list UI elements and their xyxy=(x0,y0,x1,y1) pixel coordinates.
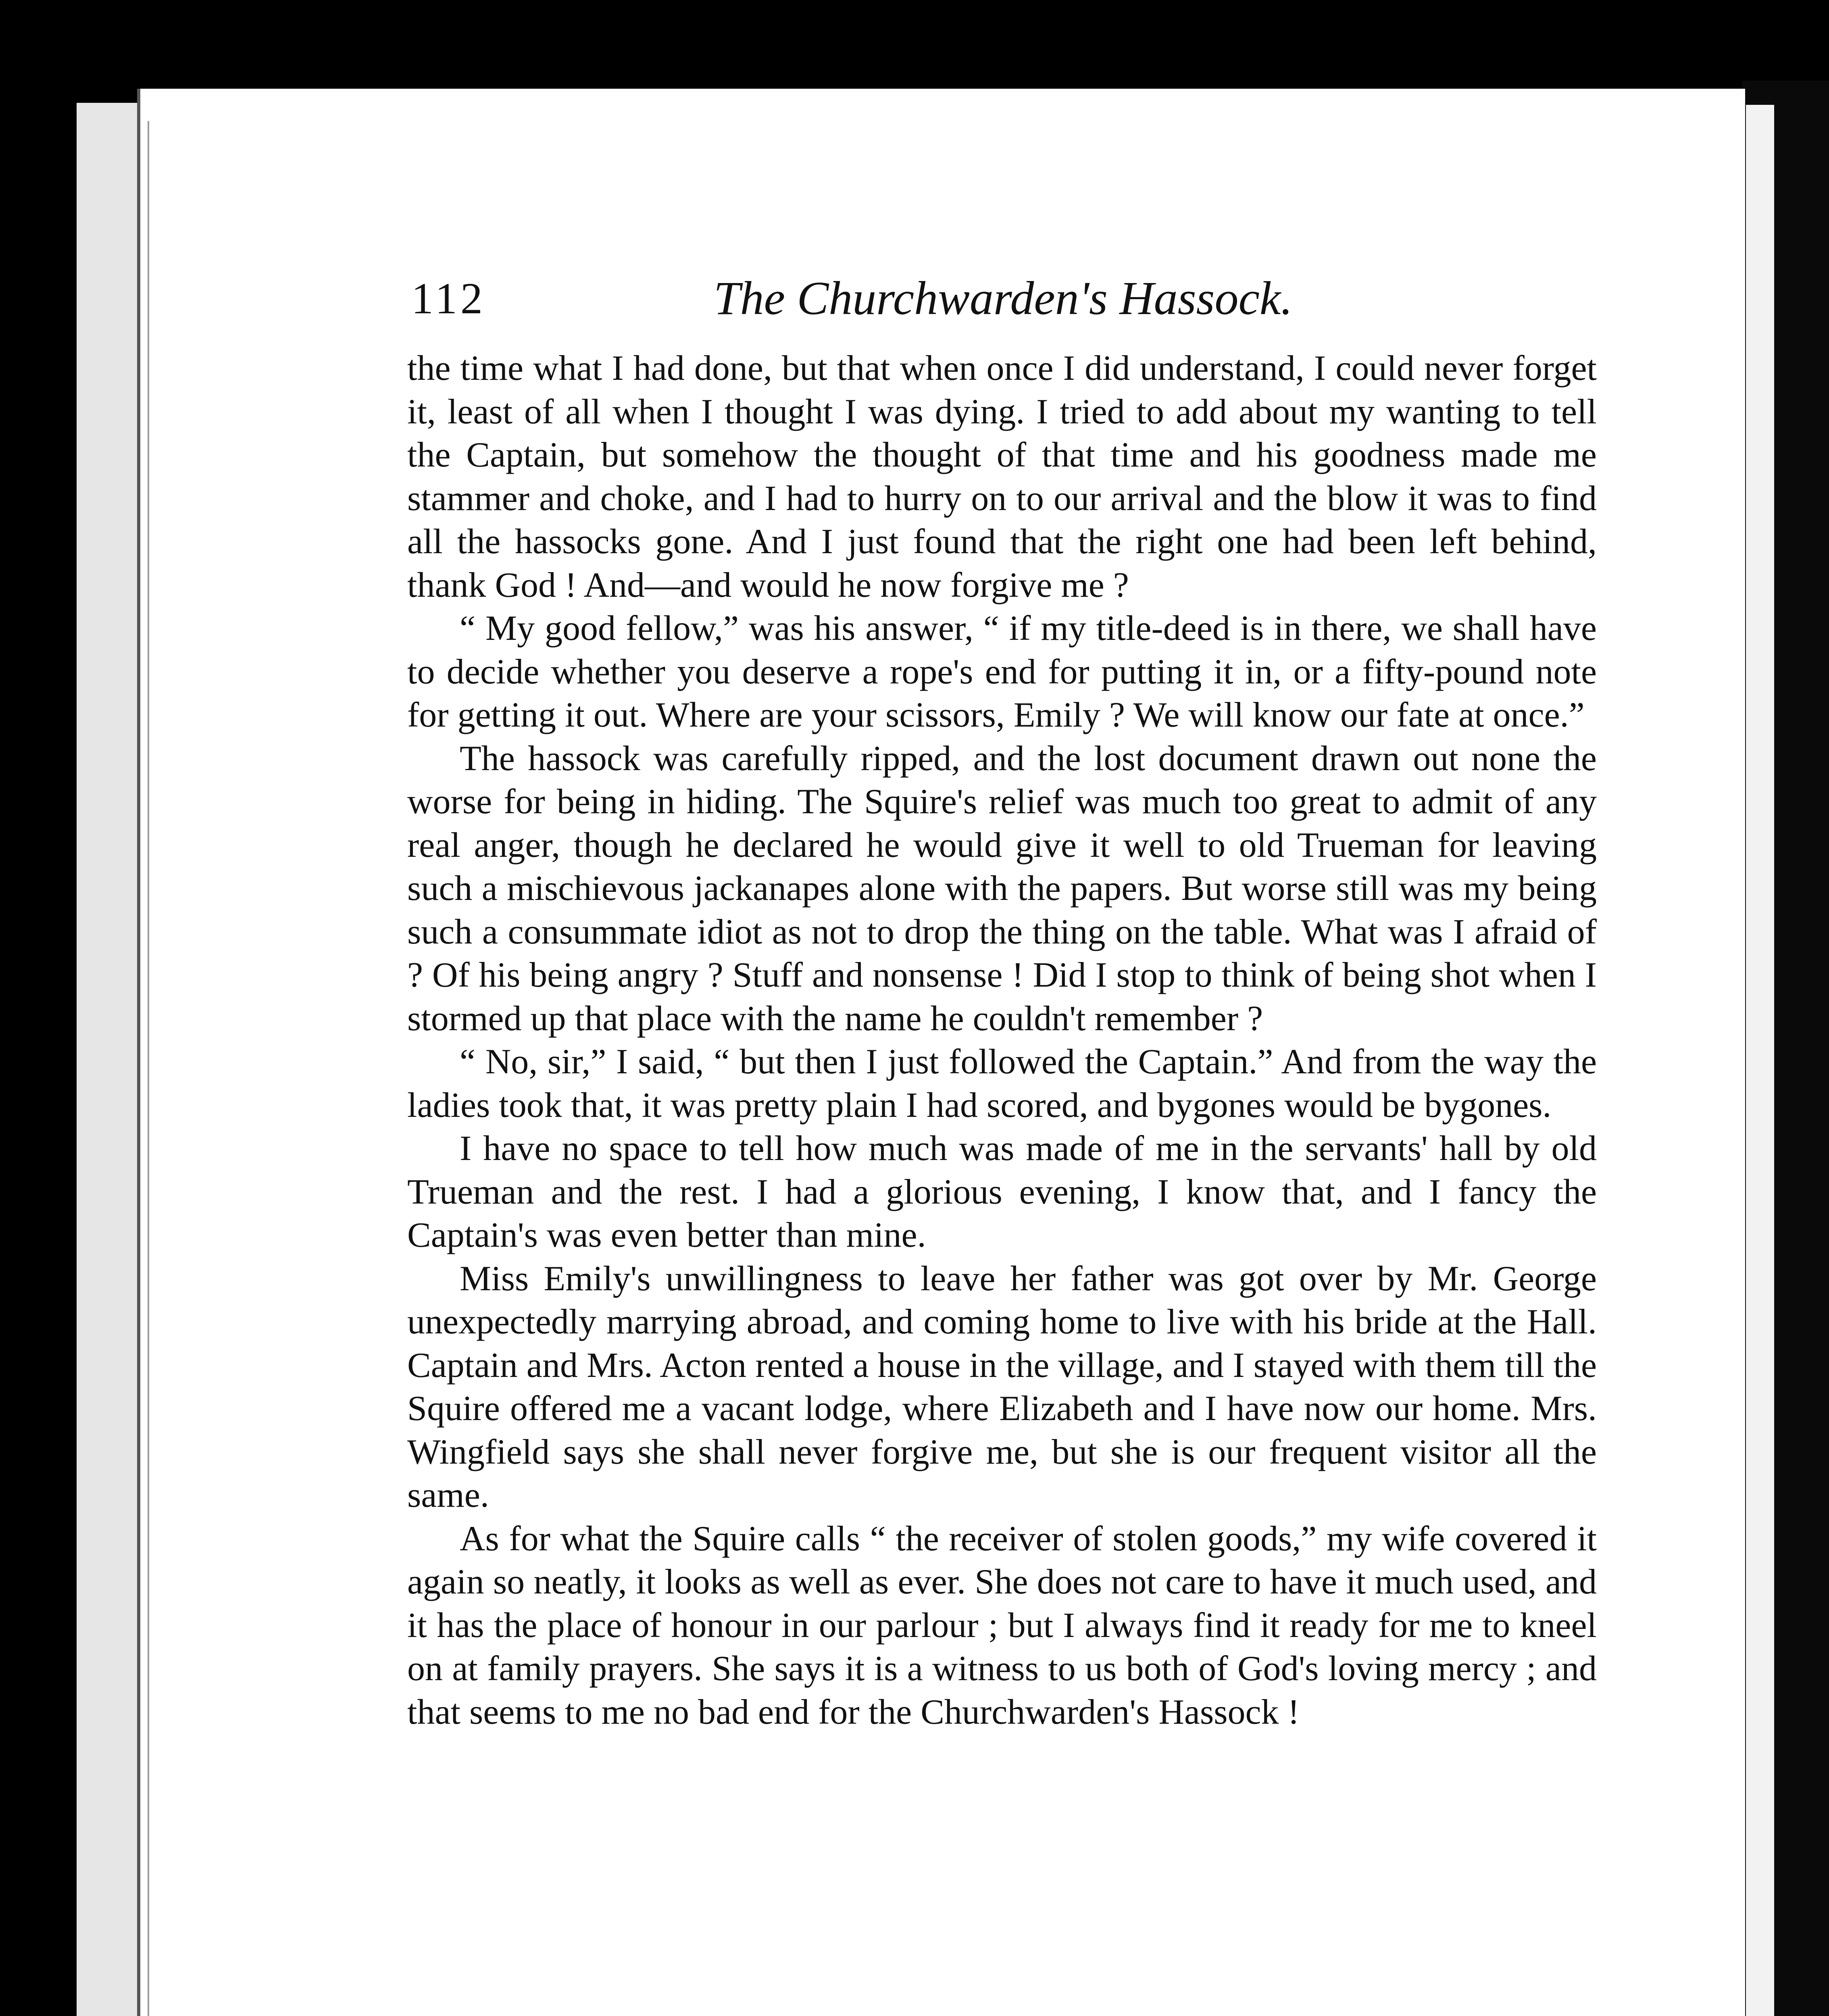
body-text xyxy=(407,347,1597,1734)
paragraph-4: “ No, sir,” I said, “ but then I just followed the Captain.” And from the way the ladies took that, it was pretty plain I had scored, and bygones would be bygones. xyxy=(407,1042,1597,1125)
page-header xyxy=(411,264,1681,333)
paragraph-3: The hassock was carefully ripped, and the lost document drawn out none the worse for being in hiding. The Squire's relief was much too great to admit of any real anger, though he declared he would give it well to old Trueman for leaving such a mischievous jackanapes alone with the papers. But worse still was my being such a consummate idiot as not to drop the thing on the table. What was I afraid of ? Of his being angry ? Stuff and nonsense ! Did I stop to think of being shot when I stormed up that place with the name he couldn't remember ? xyxy=(407,739,1597,1038)
paragraph-6: Miss Emily's unwillingness to leave her father was got over by Mr. George unexpectedly marrying abroad, and coming home to live with his bride at the Hall. Captain and Mrs. Acton rented a house in the village, and I stayed with them till the Squire offered me a vacant lodge, where Elizabeth and I have now our home. Mrs. Wingfield says she shall never forgive me, but she is our frequent visitor all the same. xyxy=(407,1259,1597,1515)
running-title: The Churchwarden's Hassock. xyxy=(714,272,1293,325)
paragraph-2: “ My good fellow,” was his answer, “ if my title-deed is in there, we shall have to decide whether you deserve a rope's end for putting it in, or a fifty-pound note for getting it out. Where are your scissors, Emily ? We will know our fate at once.” xyxy=(407,609,1597,735)
paragraph-1: the time what I had done, but that when once I did understand, I could never forget it, least of all when I thought I was dying. I tried to add about my wanting to tell the Captain, but somehow the thought of that time and his goodness made me stammer and choke, and I had to hurry on to our arrival and the blow it was to find all the hassocks gone. And I just found that the right one had been left behind, thank God ! And—and would he now forgive me ? xyxy=(407,349,1597,605)
page-number: 112 xyxy=(411,274,486,323)
paragraph-7: As for what the Squire calls “ the receiver of stolen goods,” my wife covered it again so neatly, it looks as well as ever. She does not care to have it much used, and it has the place of honour in our parlour ; but I always find it ready for me to kneel on at family prayers. She says it is a witness to us both of God's loving mercy ; and that seems to me no bad end for the Churchwarden's Hassock ! xyxy=(407,1519,1597,1732)
paragraph-5: I have no space to tell how much was made of me in the servants' hall by old Trueman and the rest. I had a glorious evening, I know that, and I fancy the Captain's was even better than mine. xyxy=(407,1129,1597,1255)
next-page-edge xyxy=(1746,105,1774,2016)
